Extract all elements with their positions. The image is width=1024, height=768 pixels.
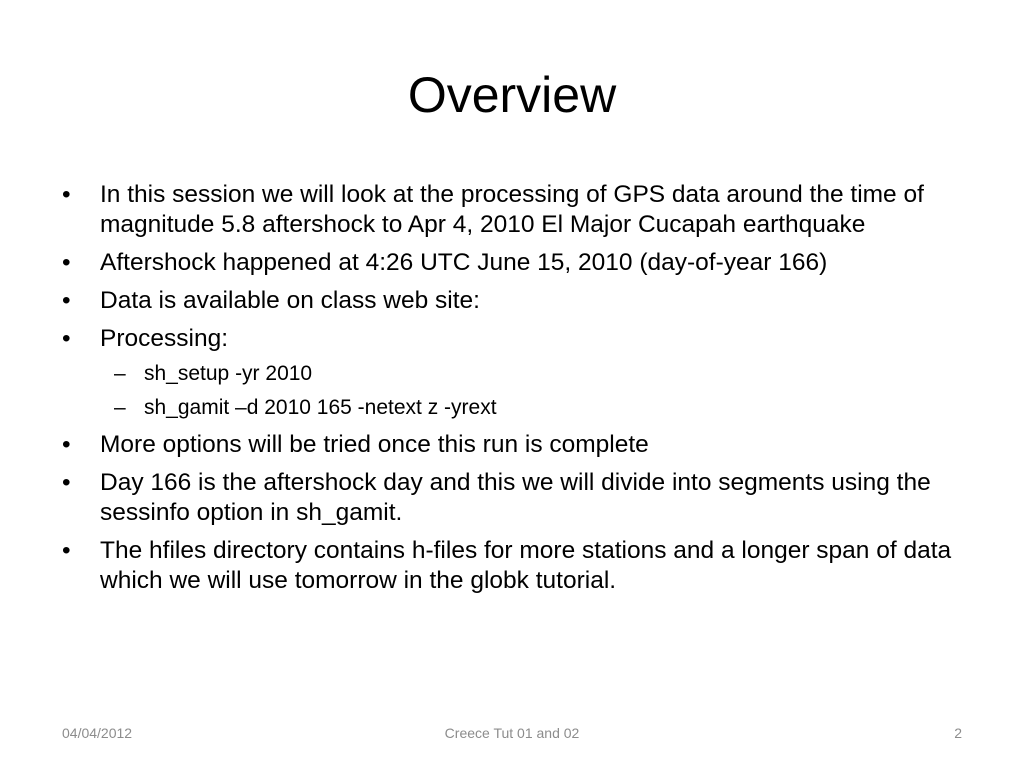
list-item-text: Data is available on class web site: [100, 287, 480, 314]
list-item-text: Aftershock happened at 4:26 UTC June 15, 2010 (day-of-year 166) [100, 249, 828, 276]
list-item [62, 536, 972, 596]
list-item-text: Day 166 is the aftershock day and this we will divide into segments using the sessinfo option in sh_gamit. [100, 469, 931, 526]
bullet-icon: • [62, 325, 71, 352]
sub-list-item-text: sh_setup -yr 2010 [144, 362, 313, 385]
slide-title: Overview [407, 67, 617, 123]
sub-list-item [100, 394, 972, 422]
sub-list-item-text: sh_gamit –d 2010 165 -netext z -yrext [144, 396, 497, 419]
list-item-text: The hfiles directory contains h-files for more stations and a longer span of data which we will use tomorrow in the globk tutorial. [100, 537, 952, 594]
list-item-text: More options will be tried once this run is complete [100, 431, 649, 458]
list-item [62, 248, 972, 278]
slide-content [62, 180, 972, 604]
list-item [62, 286, 972, 316]
footer-title: Creece Tut 01 and 02 [444, 725, 580, 741]
list-item-text: Processing: [100, 325, 229, 352]
bullet-icon: • [62, 431, 71, 458]
list-item-text: In this session we will look at the processing of GPS data around the time of magnitude 5.8 aftershock to Apr 4, 2010 El Major Cucapah earthquake [100, 181, 924, 238]
list-item [62, 468, 972, 528]
dash-icon: – [114, 362, 126, 385]
bullet-icon: • [62, 537, 71, 564]
list-item [62, 430, 972, 460]
slide-number: 2 [954, 725, 962, 741]
bullet-icon: • [62, 181, 71, 208]
bullet-list [62, 180, 972, 596]
bullet-icon: • [62, 287, 71, 314]
list-item [62, 324, 972, 422]
sub-list-item [100, 360, 972, 388]
bullet-icon: • [62, 469, 71, 496]
sub-bullet-list [100, 360, 972, 422]
footer-date: 04/04/2012 [62, 725, 133, 741]
dash-icon: – [114, 396, 126, 419]
bullet-icon: • [62, 249, 71, 276]
list-item [62, 180, 972, 240]
